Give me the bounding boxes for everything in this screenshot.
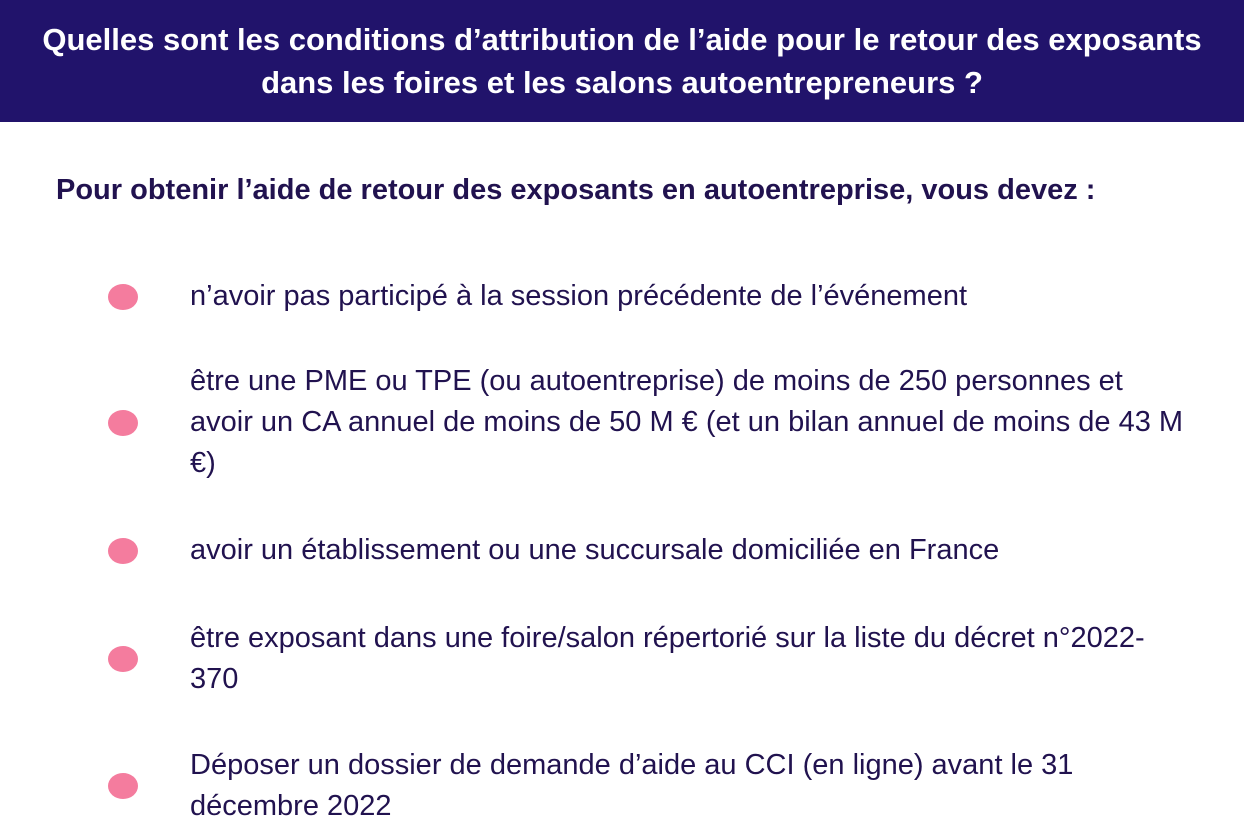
pink-dot-icon bbox=[108, 410, 138, 436]
list-item-text: avoir un établissement ou une succursale domiciliée en France bbox=[190, 534, 1000, 566]
list-item bbox=[108, 361, 1218, 484]
pink-dot-icon bbox=[108, 773, 138, 799]
intro-text: Pour obtenir l’aide de retour des exposants en autoentreprise, vous devez : bbox=[56, 174, 1096, 206]
list-item-text: être une PME ou TPE (ou autoentreprise) de moins de 250 personnes et avoir un CA annuel de moins de 50 M € (et un bilan annuel de moins de 43 M €) bbox=[190, 365, 1184, 479]
list-item bbox=[108, 618, 1218, 700]
pink-dot-icon bbox=[108, 646, 138, 672]
list-item bbox=[108, 745, 1218, 827]
list-item-text: n’avoir pas participé à la session précédente de l’événement bbox=[190, 280, 968, 312]
header-banner bbox=[0, 0, 1244, 122]
list-item-text: être exposant dans une foire/salon répertorié sur la liste du décret n°2022-370 bbox=[190, 622, 1145, 695]
pink-dot-icon bbox=[108, 284, 138, 310]
list-item-text: Déposer un dossier de demande d’aide au CCI (en ligne) avant le 31 décembre 2022 bbox=[190, 749, 1074, 822]
list-item bbox=[108, 276, 1218, 317]
page-title: Quelles sont les conditions d’attribution de l’aide pour le retour des exposants dans les foires et les salons autoentrepreneurs ? bbox=[42, 22, 1202, 100]
list-item bbox=[108, 530, 1218, 571]
pink-dot-icon bbox=[108, 538, 138, 564]
